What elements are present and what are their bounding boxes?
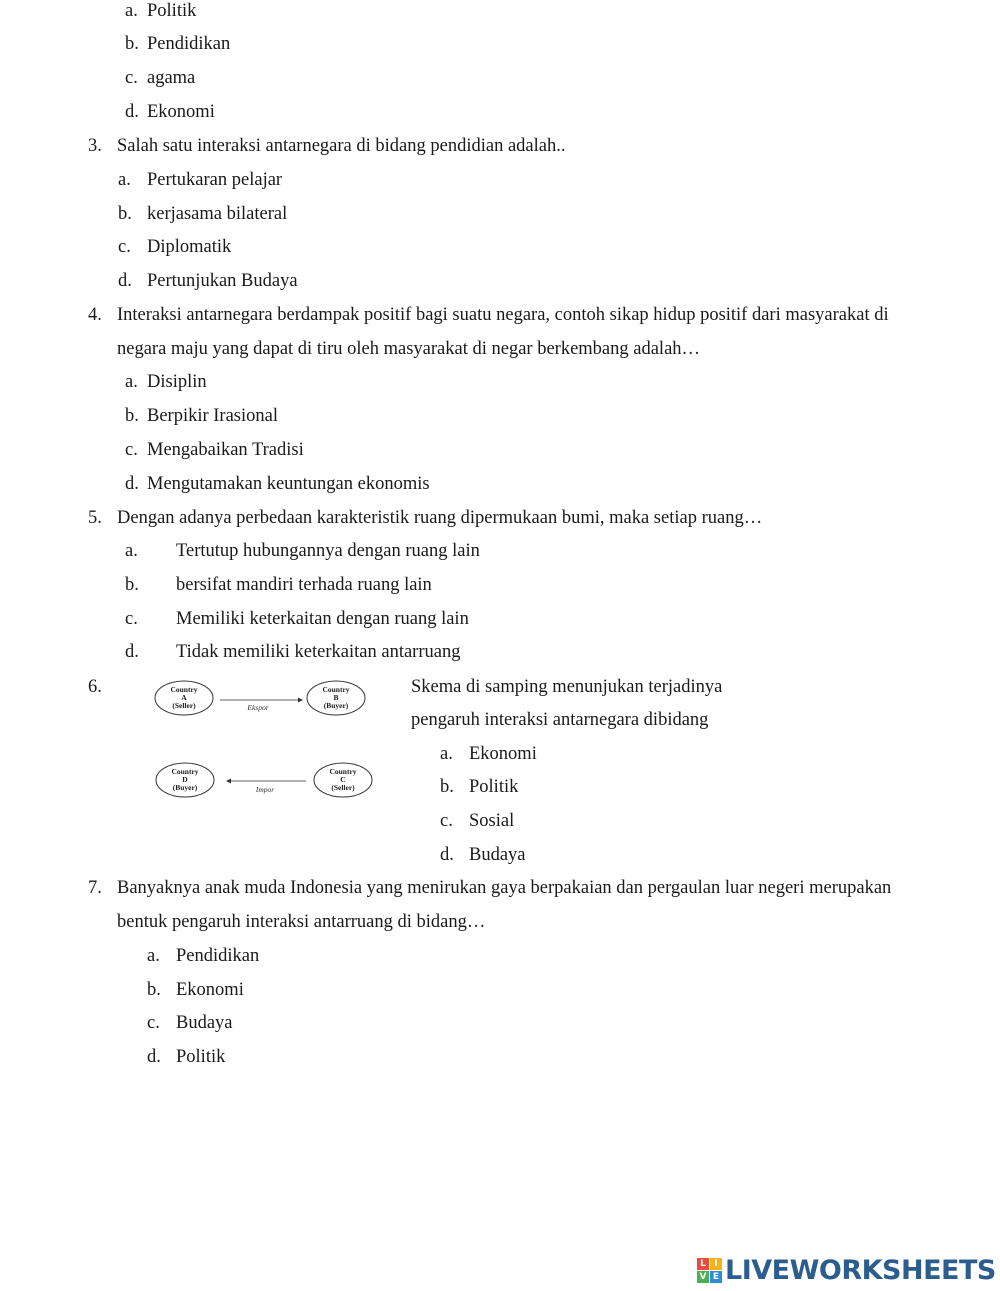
option-letter: c. <box>118 237 131 257</box>
q6-text-line1: Skema di samping menunjukan terjadinya <box>411 677 723 697</box>
option-text: Memiliki keterkaitan dengan ruang lain <box>176 609 469 629</box>
option-letter: d. <box>440 845 454 865</box>
option-letter: d. <box>125 474 139 494</box>
option-letter: a. <box>125 372 138 392</box>
impor-label: Impor <box>255 785 275 794</box>
country-b-label-3: (Buyer) <box>323 701 349 710</box>
country-d-label-1: Country <box>171 767 199 776</box>
live-blocks-icon <box>697 1258 722 1283</box>
option-text: Berpikir Irasional <box>147 406 278 426</box>
option-text: Ekonomi <box>147 102 215 122</box>
country-b-label-2: B <box>333 693 339 702</box>
option-letter: a. <box>147 946 160 966</box>
brand-block-i: I <box>710 1258 722 1270</box>
option-text: Pendidikan <box>176 946 260 966</box>
option-text: Pertukaran pelajar <box>147 170 283 190</box>
q6-number: 6. <box>88 677 102 697</box>
option-letter: a. <box>125 541 138 561</box>
liveworksheets-logo <box>697 1254 996 1286</box>
option-text: Pertunjukan Budaya <box>147 271 298 291</box>
option-letter: d. <box>118 271 132 291</box>
country-a-label-1: Country <box>170 685 198 694</box>
option-text: Mengutamakan keuntungan ekonomis <box>147 474 430 494</box>
option-text: Politik <box>469 777 519 797</box>
option-text: Tidak memiliki keterkaitan antarruang <box>176 642 461 662</box>
option-letter: c. <box>440 811 453 831</box>
q3-text: Salah satu interaksi antarnegara di bidang pendidian adalah.. <box>117 136 566 156</box>
option-letter: b. <box>440 777 454 797</box>
trade-diagram <box>148 674 393 804</box>
option-letter: c. <box>147 1013 160 1033</box>
option-text: Ekonomi <box>176 980 244 1000</box>
brand-text: LIVEWORKSHEETS <box>725 1254 996 1286</box>
option-letter: d. <box>125 642 139 662</box>
option-text: agama <box>147 68 196 88</box>
option-letter: d. <box>147 1047 161 1067</box>
option-letter: c. <box>125 609 138 629</box>
ekspor-arrowhead <box>298 698 303 703</box>
option-letter: a. <box>440 744 453 764</box>
q3-number: 3. <box>88 136 102 156</box>
option-text: Mengabaikan Tradisi <box>147 440 304 460</box>
country-d-label-2: D <box>182 775 188 784</box>
option-text: bersifat mandiri terhada ruang lain <box>176 575 432 595</box>
brand-block-l: L <box>697 1258 709 1270</box>
country-a-label-3: (Seller) <box>172 701 196 710</box>
option-text: Budaya <box>176 1013 233 1033</box>
impor-arrowhead <box>226 779 231 784</box>
option-text: Sosial <box>469 811 515 831</box>
option-text: Disiplin <box>147 372 207 392</box>
country-a-label-2: A <box>181 693 187 702</box>
option-text: Diplomatik <box>147 237 232 257</box>
q4-text-line2: negara maju yang dapat di tiru oleh masyarakat di negar berkembang adalah… <box>117 339 701 359</box>
option-text: Politik <box>176 1047 226 1067</box>
q4-text-line1: Interaksi antarnegara berdampak positif bagi suatu negara, contoh sikap hidup positif dari masyarakat di <box>117 305 889 325</box>
option-text: kerjasama bilateral <box>147 204 288 224</box>
q7-text-line2: bentuk pengaruh interaksi antarruang di bidang… <box>117 912 486 932</box>
option-letter: b. <box>118 204 132 224</box>
option-letter: d. <box>125 102 139 122</box>
option-letter: c. <box>125 68 138 88</box>
q5-number: 5. <box>88 508 102 528</box>
option-letter: a. <box>125 1 138 21</box>
country-d-label-3: (Buyer) <box>172 783 198 792</box>
option-letter: b. <box>125 406 139 426</box>
country-c-label-2: C <box>340 775 346 784</box>
option-text: Politik <box>147 1 197 21</box>
country-c-label-3: (Seller) <box>331 783 355 792</box>
q4-number: 4. <box>88 305 102 325</box>
option-text: Ekonomi <box>469 744 537 764</box>
brand-block-e: E <box>710 1271 722 1283</box>
option-letter: b. <box>147 980 161 1000</box>
ekspor-label: Ekspor <box>247 703 269 712</box>
option-letter: a. <box>118 170 131 190</box>
option-text: Pendidikan <box>147 34 231 54</box>
q6-text-line2: pengaruh interaksi antarnegara dibidang <box>411 710 709 730</box>
q5-text: Dengan adanya perbedaan karakteristik ruang dipermukaan bumi, maka setiap ruang… <box>117 508 763 528</box>
country-b-label-1: Country <box>322 685 350 694</box>
option-letter: b. <box>125 34 139 54</box>
q7-text-line1: Banyaknya anak muda Indonesia yang menirukan gaya berpakaian dan pergaulan luar negeri merupakan <box>117 878 892 898</box>
option-letter: b. <box>125 575 139 595</box>
q7-number: 7. <box>88 878 102 898</box>
option-letter: c. <box>125 440 138 460</box>
option-text: Budaya <box>469 845 526 865</box>
option-text: Tertutup hubungannya dengan ruang lain <box>176 541 480 561</box>
country-c-label-1: Country <box>329 767 357 776</box>
brand-block-v: V <box>697 1271 709 1283</box>
